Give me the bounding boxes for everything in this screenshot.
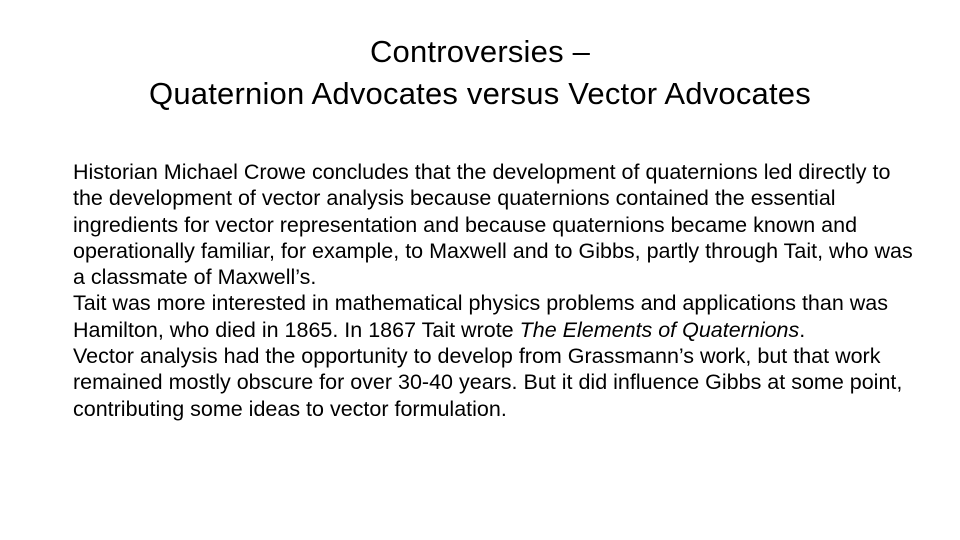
paragraph-tait [73, 290, 923, 343]
book-title-elements-of-quaternions: The Elements of Quaternions [519, 317, 800, 342]
slide-title-line-2: Quaternion Advocates versus Vector Advocates [149, 75, 811, 111]
slide-title-line-1: Controversies – [369, 33, 591, 69]
slide-body [73, 159, 923, 422]
paragraph-grassmann: Vector analysis had the opportunity to develop from Grassmann’s work, but that work remained mostly obscure for over 30-40 years. But it did influence Gibbs at some point, contributing some ideas to vector formulation. [73, 344, 903, 421]
paragraph-tait-text: Tait was more interested in mathematical physics problems and applications than was Hamilton, who died in 1865. In 1867 Tait wrote [73, 291, 889, 342]
slide-title [60, 31, 900, 115]
paragraph-tait-end: . [799, 317, 806, 342]
paragraph-crowe: Historian Michael Crowe concludes that the development of quaternions led directly to the development of vector analysis because quaternions contained the essential ingredients for vector representation and because quaternions became known and operationally familiar, for example, to Maxwell and to Gibbs, partly through Tait, who was a classmate of Maxwell’s. [73, 160, 913, 290]
